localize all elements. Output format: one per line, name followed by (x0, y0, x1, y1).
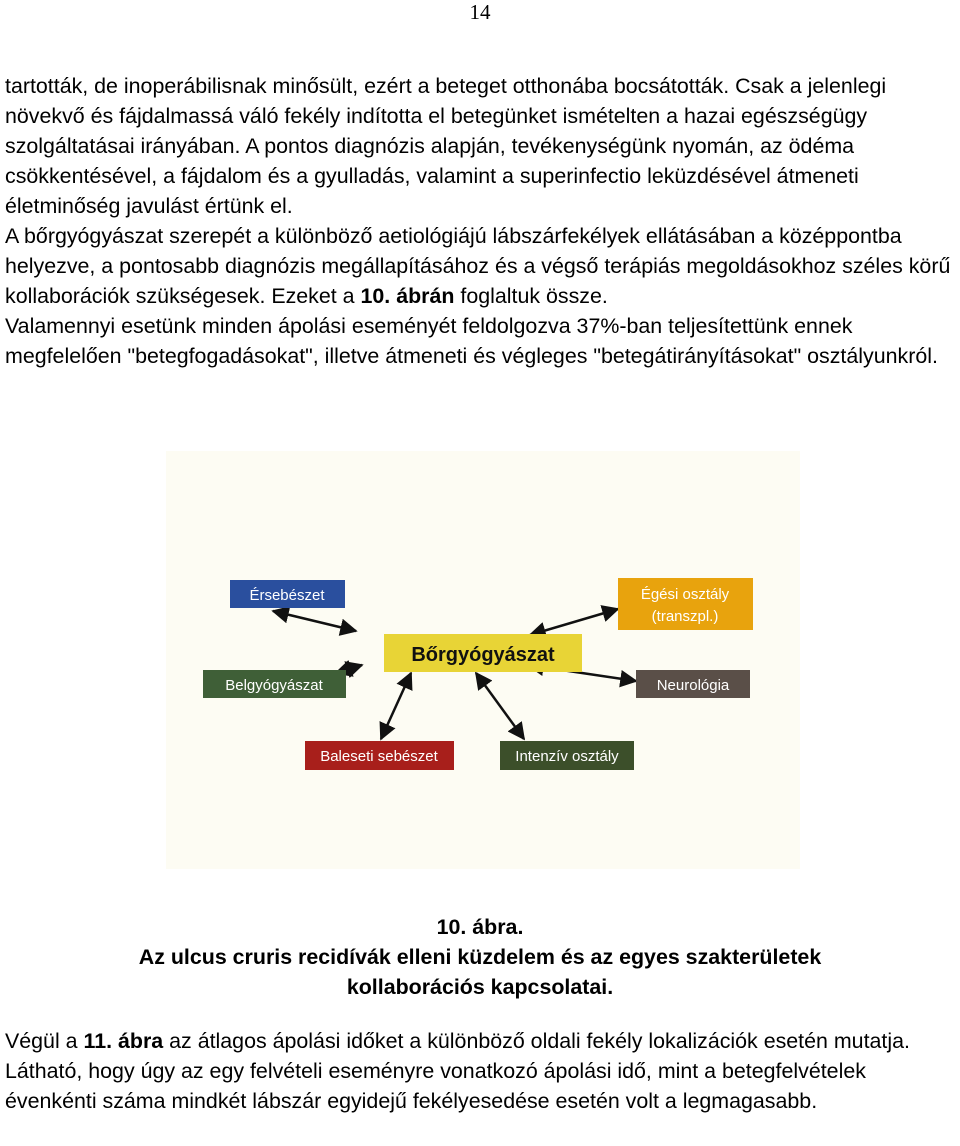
node-belgyogyaszat-label: Belgyógyászat (225, 677, 323, 694)
arrow-intenziv (476, 673, 524, 739)
sentence-2-end: foglaltuk össze. (460, 284, 608, 308)
caption-title-line-2: kollaborációs kapcsolatai. (346, 975, 614, 999)
paragraph-2-rest: az átlagos ápolási időket a különböző oldali fekély lokalizációk esetén mutatja. Látható, hogy úgy az egy felvételi eseményre vonatkozó ápolási idő, mint a betegfelvételek évenkénti száma mindkét lábszár egyidejű fekélyesedése esetén volt a legmagasabb. (5, 1029, 910, 1113)
node-egesi-osztaly (618, 578, 753, 630)
figure-reference: 10. ábrán (360, 284, 455, 308)
sentence-1: tartották, de inoperábilisnak minősült, ezért a beteget otthonába bocsátották. Csak a jelenlegi növekvő és fájdalmassá váló fekély indította el betegünket ismételten a hazai egészségügy szolgáltatásai irányában. A pontos diagnózis alapján, tevékenységünk nyomán, az ödéma csökkentésével, a fájdalom és a gyulladás, valamint a superinfectio leküzdésével átmeneti életminőség javulást értünk el. (5, 74, 887, 218)
figure-reference-11: 11. ábra (83, 1029, 164, 1053)
node-intenziv-osztaly (500, 741, 634, 770)
node-baleseti-label: Baleseti sebészet (320, 748, 438, 765)
arrow-ersebeszet (273, 611, 356, 631)
center-node (384, 634, 582, 672)
paragraph-2-start: Végül a (5, 1029, 78, 1053)
arrow-egesi (530, 609, 618, 635)
node-neurologia (636, 670, 750, 698)
arrow-baleseti (381, 673, 411, 739)
figure-caption (0, 912, 960, 1002)
sentence-2: A bőrgyógyászat szerepét a különböző aetiológiájú lábszárfekélyek ellátásában a középpontba helyezve, a pontosabb diagnózis megállapításához és a végső terápiás megoldásokhoz széles körű kollaborációk szükségesek. Ezeket a (5, 224, 951, 308)
body-paragraph-1 (5, 71, 957, 371)
node-baleseti-sebeszet (305, 741, 454, 770)
sentence-3: Valamennyi esetünk minden ápolási eseményét feldolgozva 37%-ban teljesítettünk ennek megfelelően "betegfogadásokat", illetve átmeneti és végleges "betegátirányításokat" osztályunkról. (5, 314, 938, 368)
node-egesi-label: Égési osztály (640, 586, 730, 603)
node-belgyogyaszat (203, 670, 346, 698)
node-egesi-label-2: (transzpl.) (651, 608, 719, 625)
node-ersebeszet-label: Érsebészet (249, 587, 325, 604)
center-node-label: Bőrgyógyászat (411, 644, 555, 666)
node-ersebeszet (230, 580, 345, 608)
node-neurologia-label: Neurológia (656, 677, 730, 694)
collaboration-diagram (166, 451, 800, 869)
body-paragraph-2 (5, 1026, 957, 1116)
caption-figure-number: 10. ábra. (436, 915, 524, 939)
page-number: 14 (469, 0, 491, 24)
caption-title-line-1: Az ulcus cruris recidívák elleni küzdelem és az egyes szakterületek (138, 945, 822, 969)
node-intenziv-label: Intenzív osztály (515, 748, 619, 765)
